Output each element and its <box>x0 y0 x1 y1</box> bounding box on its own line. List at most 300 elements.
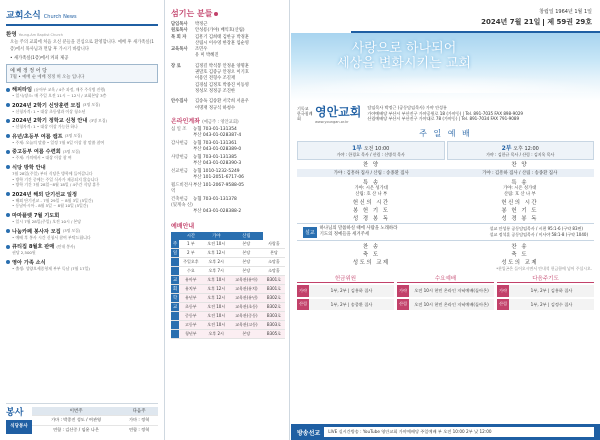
table-cell: 본당 <box>230 257 263 266</box>
order-cell: 특 송 <box>511 180 529 186</box>
welcome-title: 환영 Young-Am Baptist Church <box>6 32 63 38</box>
staff-names: 조민우 <box>195 47 208 53</box>
table-cell: 소망홀 <box>263 266 285 275</box>
staff-names: 권말호 김증규 안경오 이기호 <box>195 70 249 76</box>
account-row <box>171 133 285 139</box>
spacer <box>171 215 285 217</box>
table-group-cell: 교 <box>171 275 179 284</box>
staff-names: 안성룡(가야) 배익호(산림) <box>195 28 245 34</box>
service-1-header: 1부 오전 10:00 가야 : 한경호 목사 / 산림 : 신병석 목사 <box>297 141 445 160</box>
after-order-list <box>291 242 600 266</box>
staff-column <box>166 0 290 440</box>
news-item-title: 영아 가족 소식 <box>12 259 46 266</box>
staff-names: 이용인 전형수 조길재 <box>195 76 236 82</box>
order-row <box>291 214 600 222</box>
founded-date: 창립일 1964년 1월 1일 <box>539 9 592 15</box>
news-item-title: 나눔카페 봉사자 모집 <box>12 228 61 235</box>
table-row <box>171 266 285 275</box>
account-number: 농협 703-01-131385 <box>193 154 237 160</box>
table-cell: B303호 <box>263 320 285 329</box>
account-type: 감사헌금 <box>171 140 188 146</box>
account-number: 농협 1010-1232-5249 <box>193 168 240 174</box>
service-2-header: 2부 오후 12:00 가야 : 김한규 목사 / 산림 : 김지욱 목사 <box>447 141 595 160</box>
table-group-cell <box>171 320 179 329</box>
order-cell: 산림: 호 산 나 부 <box>503 192 536 197</box>
staff-row <box>171 53 285 59</box>
table-cell: B301호 <box>263 284 285 293</box>
order-cell: 찬 송 <box>511 244 529 250</box>
news-item <box>6 259 158 272</box>
order-cell: 축 도 <box>362 252 380 258</box>
news-item-line: • 해외 단기선교 - 7월 29일 ~ 8월 3일 (5일간) <box>12 197 94 203</box>
news-item <box>6 86 158 99</box>
table-row <box>171 257 285 266</box>
staff-role: 교육목사 <box>171 47 188 53</box>
account-number: 부산 101-2067-9588-05 <box>193 182 244 188</box>
news-item-tag: (3명 모집) <box>62 228 81 234</box>
staff-title: 섬기는 분들 <box>171 8 285 19</box>
news-item-heading <box>6 133 158 140</box>
account-number: 농협 703-01-131354 <box>193 126 237 132</box>
bottom-row-site: 산림 <box>497 299 509 311</box>
bottom-row <box>497 299 594 311</box>
news-item-line: • 주제: 가의에서 • 대상 이상 참 여 <box>12 155 72 161</box>
news-list <box>6 86 158 271</box>
table-cell: 교육관(유년) <box>230 293 263 302</box>
broadcast-bar <box>291 424 600 440</box>
table-cell: 오후 12시 <box>203 293 230 302</box>
bullet-icon <box>6 213 10 217</box>
table-cell: 초등부 <box>179 302 203 311</box>
news-item-line: 권당 2,500원 <box>12 250 36 256</box>
table-cell: 교육관(초등) <box>230 302 263 311</box>
table-header <box>171 232 179 240</box>
staff-names: 유 미 박혜진 <box>195 53 219 59</box>
order-cell: 찬 송 <box>362 244 380 250</box>
welcome-text: 오늘 주의 교회에 처음 오신 분들을 진심으로 환영합니다. 예배 후 새가족실(1층)에서 목사님과 면담 후 가시기 바랍니다 <box>10 40 154 52</box>
bullet-icon <box>6 165 10 169</box>
staff-names: 박정근 <box>195 22 208 27</box>
table-row <box>171 275 285 284</box>
table-cell: B303호 <box>263 311 285 320</box>
table-cell: 유아부 <box>179 275 203 284</box>
table-cell: 오후 2시 <box>203 257 230 266</box>
news-column <box>0 0 165 440</box>
news-header <box>6 8 158 26</box>
staff-role: 장 로 <box>171 63 181 69</box>
news-item-title: 큐티집 8월호 판매 <box>12 244 55 251</box>
bottom-column-title: 수요예배 <box>397 274 494 283</box>
table-cell: 오후 12시 <box>203 248 230 257</box>
table-group-cell: 학 <box>171 293 179 302</box>
account-type: 십 일 조 <box>171 126 187 132</box>
bottom-column-title: 다음주기도 <box>497 274 594 283</box>
news-item <box>6 212 158 225</box>
bottom-row <box>397 299 494 311</box>
news-item <box>6 164 158 188</box>
welcome-note: • 새가족실(1층)에서 커피 제공 <box>10 56 69 61</box>
bottom-column <box>497 274 594 312</box>
account-type <box>171 209 193 215</box>
account-number: 부산 101-2051-6717-06 <box>193 174 244 180</box>
order-cell: 특 송 <box>362 180 380 186</box>
table-cell: 교육관(유아) <box>230 275 263 284</box>
sermon-box <box>297 223 594 241</box>
slogan: 사랑으로 하나되어 세상을 변화시키는 교회 <box>337 41 471 71</box>
table-row <box>171 320 285 329</box>
table-cell: 본당 <box>230 248 263 257</box>
bottom-row-site: 가야 <box>497 285 509 297</box>
account-row <box>171 197 285 209</box>
bottom-column-title: 헌금위원 <box>297 274 394 283</box>
account-number: 농협 703-01-131361 <box>193 140 237 146</box>
news-item-title: 마마플렛 7월 기도회 <box>12 212 60 219</box>
register-box <box>6 64 158 83</box>
worship-table <box>171 232 285 339</box>
account-row <box>171 147 285 153</box>
table-group-cell <box>171 266 179 275</box>
news-item-line: • 방학 기간 중에는 주일 식사가 제공되지 않습니다 <box>12 176 99 182</box>
account-number: 농협 703-01-131378 <box>193 196 237 202</box>
staff-names: 김흥기 김희태 김한규 박경훈 <box>195 34 249 40</box>
bullet-icon <box>6 260 10 264</box>
news-item <box>6 102 158 115</box>
sermon-title: 하나님의 말씀하실 때에 사람을 노래하라 기도의 정예들을 세겨주세 <box>319 226 398 237</box>
issue-number: 제 59권 29호 <box>547 18 592 26</box>
news-item-title: 2024년 해외 단기선교 일정 <box>12 191 77 198</box>
table-cell: 주일오후 <box>179 257 203 266</box>
order-row <box>291 250 600 258</box>
news-item-title: 2024년 2학기 신앙훈련 모집 <box>12 102 81 109</box>
table-row: 가마 : 박종진 성도 / 여관영 가마 : 정혁 <box>32 416 158 426</box>
table-header: 시간 <box>179 232 203 240</box>
table-cell: B302호 <box>263 302 285 311</box>
table-cell: 1 부 <box>179 240 203 249</box>
order-cell: 성도의 교제 <box>352 260 390 266</box>
news-item-heading <box>6 164 158 171</box>
main-column <box>291 0 600 440</box>
news-item-tag: (유아부 교육 / 4주 과정, 매주 주식병 진행) <box>34 86 106 92</box>
staff-role <box>171 53 195 59</box>
order-row <box>291 160 600 168</box>
order-row <box>291 258 600 266</box>
table-header: 산림 <box>230 232 263 240</box>
service-header-this: 이번주 <box>32 407 120 416</box>
bottom-row-value: 1부, 2부 | 김정수 집사 <box>509 299 594 311</box>
table-row <box>171 240 285 249</box>
account-type <box>171 133 193 139</box>
news-item-title: 식당 방학 안내 <box>12 164 46 171</box>
service-label: 봉사 식당봉사 <box>6 407 32 434</box>
sermon-refs: 설교 안성룡 공동담임목사 / 시편 95:1-6 (구약 83면) 설교 정석훈 공동담임목사 / 이사야 58:1-8 (구약 1040) <box>489 226 588 237</box>
table-cell: 본당 <box>230 329 263 338</box>
order-cell: 헌신의 시간 <box>501 200 539 206</box>
church-prefix: 기독교 한국침례회 <box>297 106 313 121</box>
order-cell: 가야: 시온 성가대 <box>354 186 388 191</box>
news-item-line: • 예배 후 봉사 시간 신청서 참여 부탁드립니다 <box>12 234 91 240</box>
order-cell: 찬 양 <box>511 162 529 168</box>
table-group-cell: 회 <box>171 284 179 293</box>
bullet-icon <box>6 229 10 233</box>
news-item-tag: (3명 모집) <box>62 148 81 154</box>
news-item-heading <box>6 102 158 109</box>
table-cell: 오전 10시 <box>203 302 230 311</box>
account-type <box>171 175 193 181</box>
issue-bar <box>351 17 600 33</box>
news-item-tag: (안내 봉사) <box>56 243 76 249</box>
bottom-row <box>497 285 594 297</box>
bottom-row-value: 오전 10시 현민 온라인 저녁예배(돌아온) <box>409 285 494 297</box>
account-row <box>171 161 285 167</box>
bottom-row <box>397 285 494 297</box>
broadcast-text: LIVE 실시간방송 : YouTube 영안교회 가야예배당 주일예배 부 오전 10:00 2부 낮 12:00 <box>324 427 594 437</box>
table-cell: 소망홀 <box>263 257 285 266</box>
table-row <box>171 248 285 257</box>
table-row <box>171 293 285 302</box>
table-row <box>171 302 285 311</box>
service-headers <box>291 141 600 160</box>
staff-role: 담임목사 <box>171 22 188 27</box>
bottom-row-site: 산림 <box>297 299 309 311</box>
staff-role <box>171 89 195 95</box>
account-number: 부산 043-01-028389-0 <box>193 146 242 152</box>
table-cell: B305호 <box>263 329 285 338</box>
staff-role: 안수집사 <box>171 99 188 105</box>
order-cell: 찬 양 <box>362 162 380 168</box>
news-item <box>6 133 158 146</box>
bottom-row-value: 오전 10시 현민 온라인 저녁예배(돌아온) <box>409 299 494 311</box>
order-cell: 봉 헌 기 도 <box>501 208 538 214</box>
order-row <box>291 178 600 186</box>
bottom-grid <box>291 272 600 314</box>
table-cell: 오후 12시 <box>203 284 230 293</box>
account-number: 부산 043-01-028390-3 <box>193 160 242 166</box>
bottom-column <box>397 274 494 312</box>
offering-note: *찬입곤은 들어오시면서 안내석 헌금함에 넣어 주십시오. <box>496 266 592 271</box>
table-cell: 본당 <box>263 248 285 257</box>
order-cell: 헌신의 시간 <box>352 200 390 206</box>
news-item-title: 해피타임 <box>12 87 33 93</box>
church-name: 영안교회 <box>315 105 362 119</box>
news-item-line: • 출생: 성양오세종형제 부부 득남 (7월 17일) <box>12 265 90 271</box>
table-row: 연합 : 김산중 / 임윤 나은 연합 : 정혁 <box>32 425 158 434</box>
table-row <box>171 284 285 293</box>
order-cell: 축 도 <box>511 252 529 258</box>
staff-names: 김경섭 김정호 박종진 이동영 <box>195 82 249 88</box>
bottom-row-site: 가야 <box>397 285 409 297</box>
staff-role: 목 회 자 <box>171 34 187 40</box>
order-cell: 성 경 봉 독 <box>353 216 390 222</box>
table-header: 가야 <box>203 232 230 240</box>
staff-names: 산림시 이수영 한장훈 임순영 <box>195 40 249 46</box>
table-cell: 사랑홀 <box>263 240 285 249</box>
table-cell: 오후 7시 <box>203 266 230 275</box>
table-cell: 청년부 <box>179 329 203 338</box>
news-item-tag: (3명 모집) <box>82 102 101 108</box>
account-row <box>171 183 285 195</box>
bottom-row-value: 1부, 2부 | 김흥하 집사 <box>509 285 594 297</box>
staff-names: 김정길 박석봉 안정윤 양명훈 <box>195 63 249 69</box>
news-item-line: • 신청자격: 1 • 대상 이상 가능한 하나 <box>12 124 78 130</box>
news-item-heading <box>6 243 158 250</box>
sermon-label: 설교 <box>303 227 317 238</box>
divider <box>543 19 544 26</box>
table-cell: 오전 10시 <box>203 320 230 329</box>
bottom-row-site: 산림 <box>397 299 409 311</box>
account-number: 부산 043-01-028387-4 <box>193 132 242 138</box>
service-header-next: 다음주 <box>120 407 158 416</box>
table-cell: B302호 <box>263 293 285 302</box>
news-item-title: 유년/초등부 여름 캠프 <box>12 133 63 140</box>
order-row <box>291 242 600 250</box>
news-item <box>6 148 158 161</box>
church-logo <box>297 103 361 124</box>
account-row <box>171 175 285 181</box>
staff-row <box>171 89 285 95</box>
worship-order-title: 주 일 예 배 <box>419 129 472 138</box>
order-cell: 가야 : 김흥하 집사 / 산림 : 송종환 집사 <box>482 171 558 176</box>
news-title: 교회소식 <box>6 11 41 21</box>
table-group-cell <box>171 329 179 338</box>
bullet-icon <box>6 192 10 196</box>
news-item-heading <box>6 212 158 219</box>
worship-table-title: 예배안내 <box>171 222 195 230</box>
table-cell: 오전 10시 <box>203 240 230 249</box>
news-item <box>6 191 158 209</box>
news-item <box>6 243 158 256</box>
account-type <box>171 161 193 167</box>
table-cell: 유치부 <box>179 284 203 293</box>
bullet-icon <box>6 245 10 249</box>
news-item <box>6 228 158 241</box>
staff-list <box>171 22 285 112</box>
table-row <box>171 311 285 320</box>
staff-role: 원로목사 <box>171 28 188 34</box>
table-group-cell: 일 <box>171 248 179 257</box>
staff-role <box>171 106 195 112</box>
church-contacts: 담임목사 박정근 (공동담임목사) 가야 안성룡 가야예배당 부산시 부산진구 가야공원로 18 (가야동) | Tel. 891-7035 FAX 898-9029 산림예배당 부산시 부산진구 가야대로 78 (가야동) | Tel. 891-7034 FAX 791-9089 <box>367 105 524 122</box>
table-cell: 교육관(유치) <box>230 284 263 293</box>
news-item-heading <box>6 148 158 155</box>
bullet-icon <box>6 88 10 92</box>
wave-decoration <box>291 75 600 93</box>
table-group-cell: 주 <box>172 241 178 247</box>
order-row <box>291 198 600 206</box>
news-item-line: • 동남아시아 - 8월 5일 ~ 8월 10일 (5일간) <box>12 203 89 209</box>
slogan-banner <box>291 33 600 101</box>
news-item-line: • 일시/장소: 매 주일 오전 11시 ~ 12시 / 교회본당 3층 <box>12 93 107 98</box>
news-item-heading <box>6 117 158 124</box>
news-item-heading <box>6 259 158 266</box>
news-item-line: • 주제: 오늘의 말씀 • 일정 7월 9일 이상 참 말씀 참여 <box>12 139 105 145</box>
table-cell: 유년부 <box>179 293 203 302</box>
register-title: 예 배 정 정 어 당 <box>10 68 47 74</box>
staff-row <box>171 106 285 112</box>
table-row <box>171 329 285 338</box>
news-item-title: 2024년 2학기 정학교 신청 안내 <box>12 118 88 125</box>
bottom-row <box>297 299 394 311</box>
online-title: 온라인계좌 (예금주 : 영안교회) <box>171 117 239 125</box>
news-item-line: • 일시 7월 28일(주일) 오전 10시 / 본당 <box>12 218 82 224</box>
bullet-icon <box>6 119 10 123</box>
service-table <box>32 407 158 434</box>
news-item-heading <box>6 191 158 198</box>
account-type: 월드비전사역 <box>171 182 193 194</box>
bottom-column <box>297 274 394 312</box>
news-item-line: • 신청자격: 1 • 대상 초등생과 이상 청소년 <box>12 108 86 114</box>
table-group-cell <box>171 257 179 266</box>
staff-names: 정성모 정정공 조진한 <box>195 88 236 94</box>
news-item-line: • 방학 기간 7월 28일~8월 18일 / 4주간 식당 휴무 <box>12 182 100 188</box>
table-cell: 본당 <box>230 266 263 275</box>
table-cell: 오전 10시 <box>203 311 230 320</box>
table-cell: 본당 <box>230 240 263 249</box>
news-subtitle: Church News <box>43 14 77 20</box>
account-list <box>171 127 285 217</box>
account-number: 부산 043-01-028388-2 <box>193 208 242 214</box>
order-row <box>297 169 594 177</box>
table-cell: 수요 <box>179 266 203 275</box>
order-list <box>291 160 600 222</box>
title-dot-icon <box>214 12 218 16</box>
staff-names: 김송독 김송환 서국희 서윤우 <box>195 99 249 105</box>
news-item <box>6 117 158 130</box>
bottom-row-value: 1부, 2부 | 송종환 집사 <box>309 299 394 311</box>
bullet-icon <box>6 150 10 154</box>
broadcast-label: 방송선교 <box>297 429 321 437</box>
order-cell: 성 경 봉 독 <box>501 216 538 222</box>
bottom-row <box>297 285 394 297</box>
bulletin-date: 2024년 7월 21일 <box>481 18 541 26</box>
news-item-tag: (3명 모집) <box>89 117 107 123</box>
order-row <box>291 206 600 214</box>
bottom-row-site: 가야 <box>297 285 309 297</box>
table-cell: 오후 10시 <box>203 275 230 284</box>
news-item-heading <box>6 228 158 235</box>
staff-names: 이명재 정규식 하청수 <box>195 105 236 111</box>
table-cell: 중등부 <box>179 311 203 320</box>
bottom-row-value: 1부, 2부 | 김흥하 집사 <box>309 285 394 297</box>
church-info <box>291 101 600 126</box>
account-type <box>171 147 193 153</box>
account-row <box>171 209 285 215</box>
bullet-icon <box>6 134 10 138</box>
news-item-heading <box>6 86 158 93</box>
order-cell: 산림: 호 산 나 부 <box>355 192 388 197</box>
bullet-icon <box>6 103 10 107</box>
order-cell: 봉 헌 기 도 <box>353 208 390 214</box>
service-box <box>6 403 158 434</box>
account-type: 선교헌금 <box>171 168 188 174</box>
church-url: www.youngan.or.kr <box>315 120 349 124</box>
table-cell: B301호 <box>263 275 285 284</box>
account-type: 건축헌금 (및계속 신) <box>171 196 193 208</box>
table-cell: 교육관(중등) <box>230 311 263 320</box>
news-item-tag: (3명 모집) <box>64 133 83 139</box>
news-item-title: 중고등부 여름 수련회 <box>12 149 61 156</box>
table-cell: 고등부 <box>179 320 203 329</box>
table-group-cell: 교 <box>171 302 179 311</box>
order-cell: 가야: 시온 성가대 <box>503 186 537 191</box>
table-cell: 오후 2시 <box>203 329 230 338</box>
table-cell: 교육관(고등) <box>230 320 263 329</box>
news-item-line: 7월 28일(주일) 부터 식당은 방학에 들어갑니다 <box>12 170 93 176</box>
table-group-cell <box>171 311 179 320</box>
account-type: 사랑헌금 <box>171 154 188 160</box>
table-cell: 2 부 <box>179 248 203 257</box>
register-desc: 7월 • 예배 순 예배 정정 허 오늘 입니다 <box>10 75 85 80</box>
order-cell: 성도의 교제 <box>501 260 539 266</box>
